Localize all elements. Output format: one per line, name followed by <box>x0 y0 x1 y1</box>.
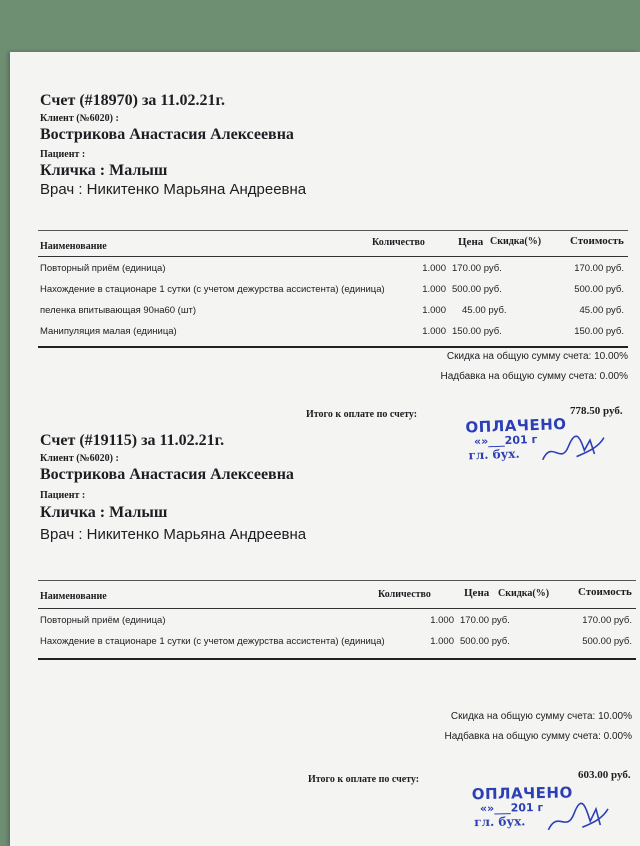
markup-total: Надбавка на общую сумму счета: 0.00% <box>440 371 628 382</box>
table-row: Повторный приём (единица) 1.000 170.00 руб. 170.00 руб. <box>40 263 624 274</box>
col-price: Цена <box>464 587 490 599</box>
pet-nickname: Кличка : Малыш <box>40 162 168 179</box>
col-qty: Количество <box>378 589 431 600</box>
table-row: пеленка впитывающая 90на60 (шт) 1.000 45.00 руб. 45.00 руб. <box>40 305 624 316</box>
client-name: Вострикова Анастасия Алексеевна <box>40 126 294 143</box>
discount-total: Скидка на общую сумму счета: 10.00% <box>450 711 632 722</box>
patient-label: Пациент : <box>40 149 86 160</box>
doctor-name: Врач : Никитенко Марьяна Андреевна <box>40 181 307 198</box>
signature-icon <box>542 797 613 838</box>
col-price: Цена <box>458 236 484 248</box>
client-label: Клиент (№6020) : <box>40 113 119 124</box>
total-label: Итого к оплате по счету: <box>308 774 420 785</box>
col-discount: Скидка(%) <box>490 236 542 247</box>
total-value: 603.00 руб. <box>578 769 631 781</box>
discount-total: Скидка на общую сумму счета: 10.00% <box>446 351 628 362</box>
table-row: Нахождение в стационаре 1 сутки (с учетом дежурства ассистента) (единица) 1.000 500.00 руб. 500.00 руб. <box>40 284 624 295</box>
paid-stamp: ОПЛАЧЕНО «»___201 г гл. бух. <box>465 414 607 469</box>
invoice-title: Счет (#19115) за 11.02.21г. <box>40 432 225 449</box>
patient-label: Пациент : <box>40 490 86 501</box>
paid-stamp: ОПЛАЧЕНО «»___201 г гл. бух. <box>472 783 613 835</box>
col-cost: Стоимость <box>570 235 624 247</box>
table-row: Манипуляция малая (единица) 1.000 150.00 руб. 150.00 руб. <box>40 326 624 337</box>
total-label: Итого к оплате по счету: <box>306 409 418 420</box>
col-cost: Стоимость <box>578 586 632 598</box>
col-name: Наименование <box>40 591 107 602</box>
doctor-name: Врач : Никитенко Марьяна Андреевна <box>40 526 307 543</box>
total-value: 778.50 руб. <box>570 405 623 417</box>
pet-nickname: Кличка : Малыш <box>40 504 168 521</box>
col-qty: Количество <box>372 237 425 248</box>
col-discount: Скидка(%) <box>498 588 550 599</box>
signature-icon <box>538 427 609 469</box>
markup-total: Надбавка на общую сумму счета: 0.00% <box>444 731 632 742</box>
client-label: Клиент (№6020) : <box>40 453 119 464</box>
client-name: Вострикова Анастасия Алексеевна <box>40 466 294 483</box>
invoice-sheet <box>10 52 640 846</box>
col-name: Наименование <box>40 241 107 252</box>
table-row: Повторный приём (единица) 1.000 170.00 руб. 170.00 руб. <box>40 615 632 626</box>
table-row: Нахождение в стационаре 1 сутки (с учетом дежурства ассистента) (единица) 1.000 500.00 руб. 500.00 руб. <box>40 636 632 647</box>
invoice-title: Счет (#18970) за 11.02.21г. <box>40 92 225 109</box>
